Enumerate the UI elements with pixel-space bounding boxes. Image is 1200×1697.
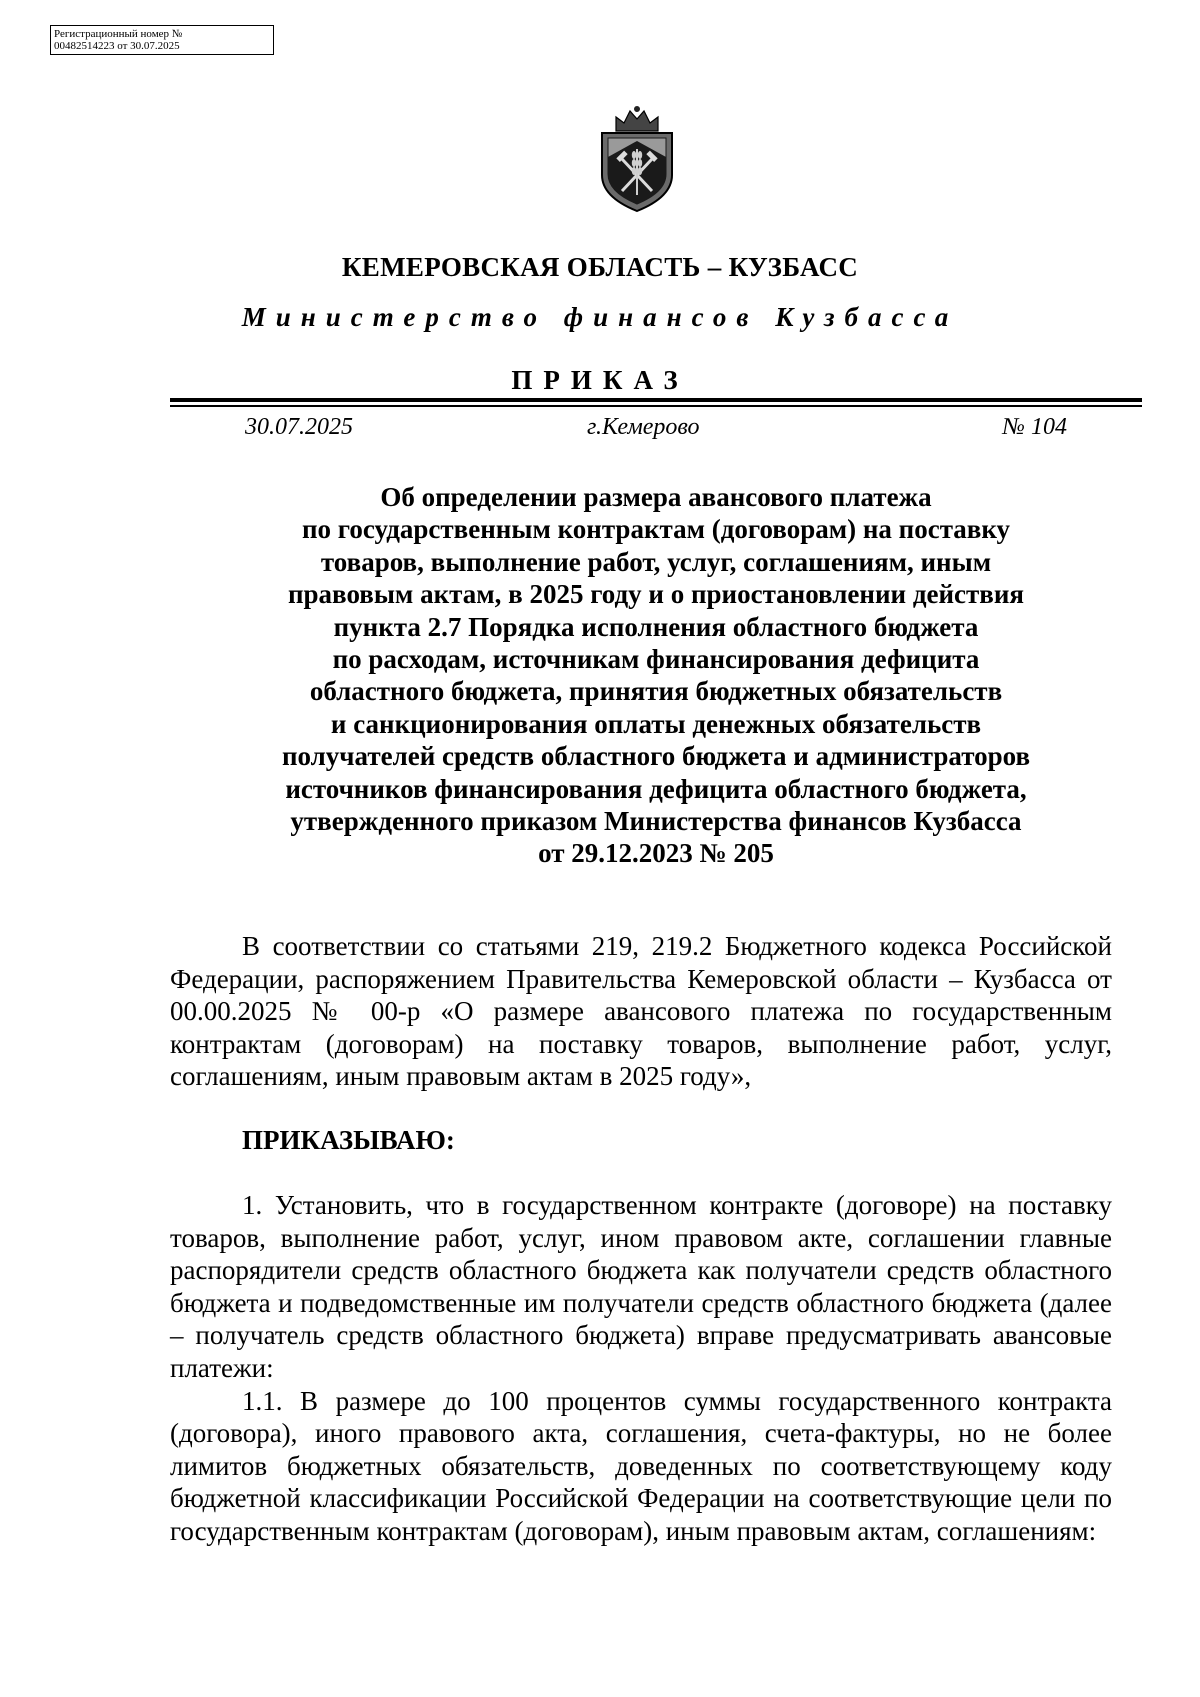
- registration-stamp-line1: Регистрационный номер №: [54, 28, 183, 40]
- registration-stamp: [50, 25, 274, 55]
- title-line: Об определении размера авансового платежа: [380, 482, 932, 512]
- title-line: получателей средств областного бюджета и администраторов: [281, 741, 1031, 772]
- document-number: № 104: [1002, 414, 1067, 440]
- title-line: утвержденного приказом Министерства финансов Кузбасса: [290, 806, 1022, 837]
- clauses-block: [170, 1189, 1112, 1548]
- document-title: [170, 481, 1142, 870]
- title-line: областного бюджета, принятия бюджетных обязательств: [309, 676, 1003, 707]
- ministry-name: Министерство финансов Кузбасса: [241, 302, 959, 332]
- header-rule-thick: [170, 398, 1142, 402]
- preamble-paragraph: В соответствии со статьями 219, 219.2 Бюджетного кодекса Российской Федерации, распоряжением Правительства Кемеровской области – Кузбасса от 00.00.2025 № 00-р «О размере авансового платежа по государственным контрактам (договорам) на поставку товаров, выполнение работ, услуг, соглашениям, иным правовым актам в 2025 году»,: [170, 931, 1112, 1092]
- document-city: г.Кемерово: [587, 414, 700, 440]
- region-name: КЕМЕРОВСКАЯ ОБЛАСТЬ – КУЗБАСС: [341, 252, 859, 282]
- order-word: ПРИКАЗЫВАЮ:: [242, 1125, 455, 1155]
- title-line: правовым актам, в 2025 году и о приостановлении действия: [287, 579, 1025, 610]
- title-line: товаров, выполнение работ, услуг, соглашениям, иным: [320, 546, 992, 577]
- title-line: источников финансирования дефицита областного бюджета,: [285, 773, 1027, 804]
- clause-paragraph: 1.1. В размере до 100 процентов суммы государственного контракта (договора), иного правового акта, соглашения, счета-фактуры, но не более лимитов бюджетных обязательств, доведенных по соответствующему коду бюджетной классификации Российской Федерации на соответствующие цели по государственным контрактам (договорам), иным правовым актам, соглашениям:: [170, 1385, 1112, 1546]
- title-line: и санкционирования оплаты денежных обязательств: [330, 708, 982, 739]
- header-rule-thin: [170, 405, 1142, 407]
- title-line: по расходам, источникам финансирования дефицита: [332, 644, 980, 675]
- preamble-block: [170, 930, 1112, 1093]
- document-date: 30.07.2025: [245, 414, 353, 440]
- title-line: от 29.12.2023 № 205: [538, 838, 774, 869]
- clause-paragraph: 1. Установить, что в государственном контракте (договоре) на поставку товаров, выполнение работ, услуг, ином правовом акте, соглашении главные распорядители средств областного бюджета как получатели средств областного бюджета и подведомственные им получатели средств областного бюджета (далее – получатель средств областного бюджета) вправе предусматривать авансовые платежи:: [170, 1190, 1112, 1383]
- document-type: ПРИКАЗ: [511, 365, 689, 395]
- registration-stamp-line2: 00482514223 от 30.07.2025: [54, 40, 180, 52]
- coat-of-arms-kuzbass-icon: [594, 105, 680, 215]
- title-line: пункта 2.7 Порядка исполнения областного бюджета: [333, 611, 979, 642]
- title-line: по государственным контрактам (договорам) на поставку: [301, 514, 1011, 545]
